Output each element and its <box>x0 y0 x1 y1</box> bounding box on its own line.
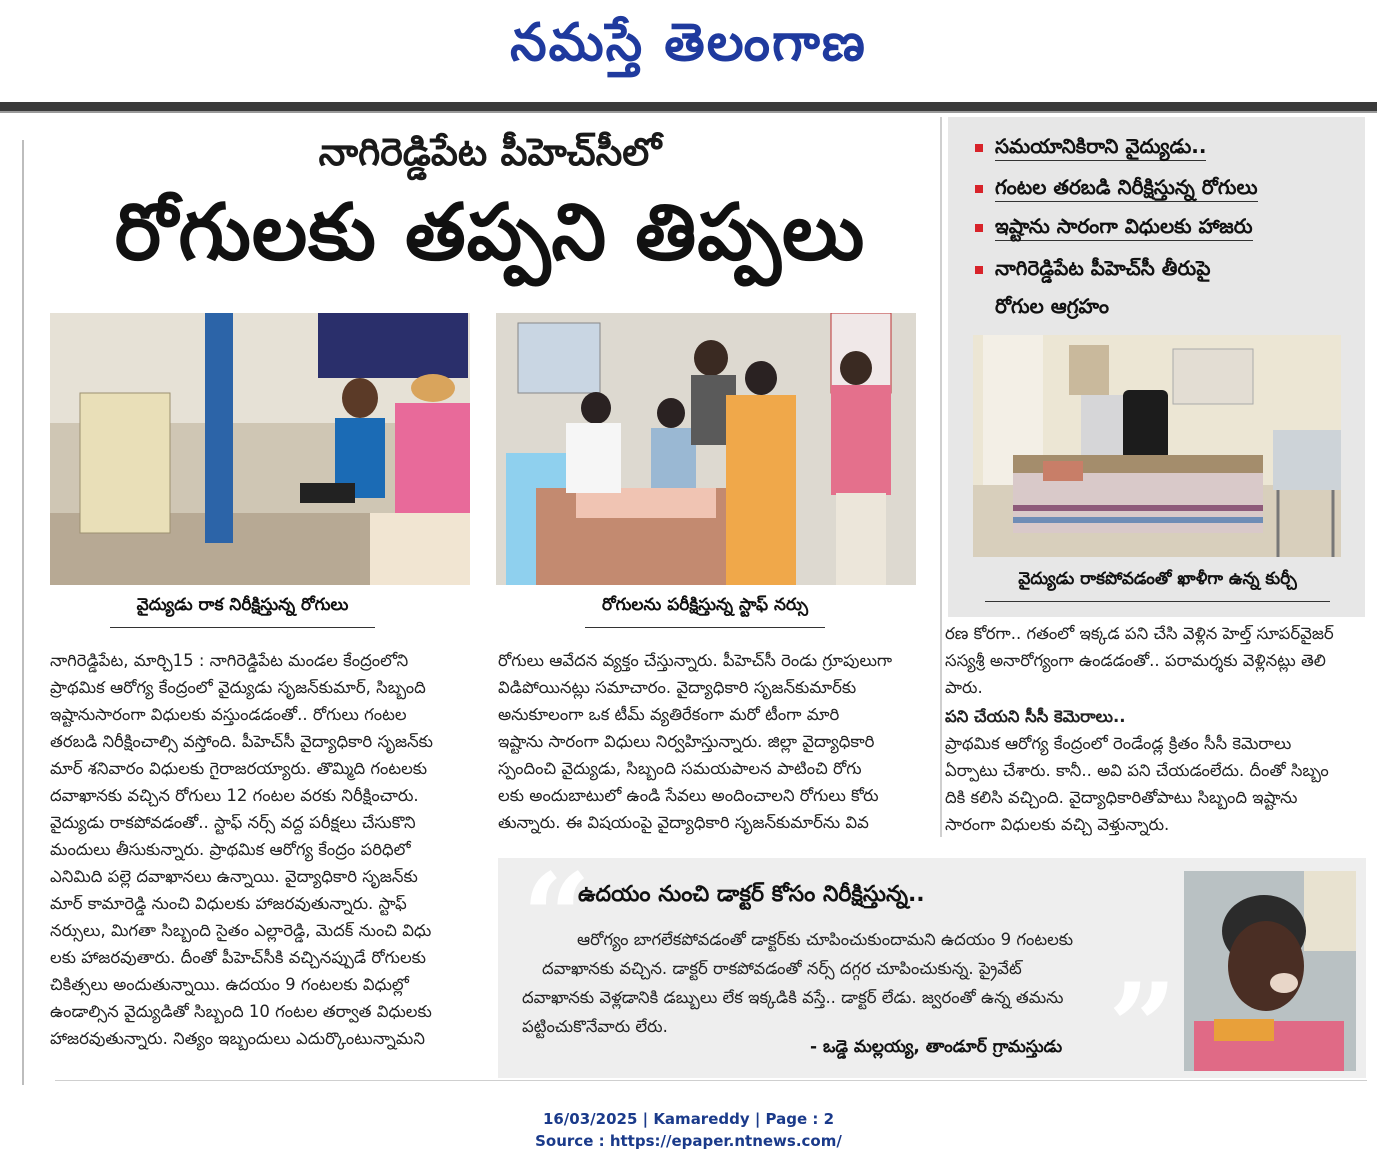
quote-line: దవాఖానకు వచ్చిన. డాక్టర్ రాకపోవడంతో నర్స్ దగ్గర చూపించుకున్న. ప్రైవేట్ <box>542 959 1022 978</box>
headline-kicker: నాగిరెడ్డిపేట పీహెచ్‌సీలో <box>318 130 662 174</box>
body-line: సస్యశ్రీ అనారోగ్యంగా ఉండడంతో.. పరామర్శకు వెళ్లినట్లు తెలి <box>945 651 1326 670</box>
body-line: చికిత్సలు అందుతున్నాయి. ఉదయం 9 గంటలకు విధుల్లో <box>50 975 409 994</box>
quote-line: ఆరోగ్యం బాగలేకపోవడంతో డాక్టర్‌కు చూపించుకుందామని ఉదయం 9 గంటలకు <box>577 930 1074 949</box>
body-line: దవాఖానకు వచ్చిన రోగులు 12 గంటల వరకు నిరీక్షించారు. <box>50 786 419 805</box>
body-line: తరబడి నిరీక్షించాల్సి వస్తోంది. పీహెచ్‌సీ వైద్యాధికారి సృజన్‌కు <box>50 732 433 751</box>
photo1-caption: వైద్యుడు రాక నిరీక్షిస్తున్న రోగులు <box>110 595 375 628</box>
quote-attribution: - ఒడ్డె మల్లయ్య, తాండూర్ గ్రామస్తుడు <box>810 1037 1063 1057</box>
body-line: స్పందించి వైద్యుడు, సిబ్బంది సమయపాలన పాటించి రోగు <box>498 759 862 778</box>
bullet-square-icon <box>975 185 983 193</box>
highlight-item: సమయానికిరాని వైద్యుడు.. <box>975 134 1206 163</box>
body-line: ఎనిమిది పల్లె దవాఖానలు ఉన్నాయి. వైద్యాధికారి సృజన్‌కు <box>50 867 418 886</box>
body-line: మందులు తీసుకున్నారు. ప్రాథమిక ఆరోగ్య కేంద్రం పరిధిలో <box>50 840 411 859</box>
bullet-square-icon <box>975 266 983 274</box>
body-line: ఇష్టానుసారంగా విధులకు వస్తుండడంతో.. రోగులు గంటల <box>50 705 407 724</box>
quote-text <box>522 925 1162 1041</box>
highlight-item: నాగిరెడ్డిపేట పీహెచ్‌సీ తీరుపై <box>975 256 1210 285</box>
highlight-item: గంటల తరబడి నిరీక్షిస్తున్న రోగులు <box>975 175 1258 204</box>
article-column-3 <box>945 620 1365 838</box>
body-line: ఏర్పాటు చేశారు. కానీ.. అవి పని చేయడంలేదు. దీంతో సిబ్బం <box>945 761 1329 780</box>
newspaper-logo: నమస్తే తెలంగాణ <box>510 12 867 73</box>
footer-dateline: 16/03/2025 | Kamareddy | Page : 2 <box>542 1110 835 1128</box>
villager-portrait-image <box>1184 871 1356 1071</box>
body-line: ఇష్టాను సారంగా విధులు నిర్వహిస్తున్నారు. జిల్లా వైద్యాధికారి <box>498 732 875 751</box>
body-line: తున్నారు. ఈ విషయంపై వైద్యాధికారి సృజన్‌కుమార్‌ను వివ <box>498 813 869 832</box>
bullet-square-icon <box>975 144 983 152</box>
body-line: లకు అందుబాటులో ఉండి సేవలు అందించాలని రోగులు కోరు <box>498 786 879 805</box>
footer-source: Source : https://epaper.ntnews.com/ <box>535 1132 842 1150</box>
body-line: వైద్యుడు రాకపోవడంతో.. స్టాఫ్ నర్స్ వద్ద పరీక్షలు చేసుకొని <box>50 813 416 832</box>
close-quote-icon: ” <box>1108 957 1178 1098</box>
body-line: ప్రాథమిక ఆరోగ్య కేంద్రంలో రెండేండ్ల క్రితం సీసీ కెమెరాలు <box>945 734 1292 753</box>
section-subhead: పని చేయని సీసీ కెమెరాలు.. <box>945 707 1126 726</box>
bullet-square-icon <box>975 224 983 232</box>
body-line: మార్ కామారెడ్డి నుంచి విధులకు హాజరవుతున్నారు. స్టాఫ్ <box>50 894 407 913</box>
headline: రోగులకు తప్పని తిప్పలు <box>114 188 866 278</box>
left-margin-rule <box>22 140 24 1085</box>
open-quote-icon: “ <box>522 847 592 988</box>
article-column-1 <box>50 647 472 1052</box>
quote-line: దవాఖానకు వెళ్లడానికి డబ్బులు లేక ఇక్కడికి వస్తే.. డాక్టర్ లేడు. జ్వరంతో ఉన్న తమను <box>522 988 1064 1007</box>
waiting-patients-image <box>50 313 470 585</box>
body-line: రోగులు ఆవేదన వ్యక్తం చేస్తున్నారు. పీహెచ్‌సీ రెండు గ్రూపులుగా <box>498 651 893 670</box>
body-line: హాజరవుతున్నారు. నిత్యం ఇబ్బందులు ఎదుర్కొంటున్నామని <box>50 1029 425 1048</box>
empty-chair-photo <box>973 335 1341 557</box>
masthead-rule-light <box>0 111 1377 113</box>
body-line: ఉండాల్సిన వైద్యుడితో సిబ్బంది 10 గంటల తర్వాత విధులకు <box>50 1002 432 1021</box>
body-line: మార్ శనివారం విధులకు గైరాజరయ్యారు. తొమ్మిది గంటలకు <box>50 759 428 778</box>
office-scene-image <box>973 335 1341 557</box>
villager-portrait <box>1184 871 1356 1071</box>
body-line: నాగిరెడ్డిపేట, మార్చి15 : నాగిరెడ్డిపేట మండల కేంద్రంలోని <box>50 651 409 670</box>
body-line: పారు. <box>945 678 983 697</box>
photo3-caption: వైద్యుడు రాకపోవడంతో ఖాళీగా ఉన్న కుర్చీ <box>985 569 1330 602</box>
sidebar-rule <box>940 117 942 837</box>
body-line: విడిపోయినట్లు సమాచారం. వైద్యాధికారి సృజన్‌కుమార్‌కు <box>498 678 857 697</box>
quote-line: పట్టించుకొనేవారు లేరు. <box>522 1017 668 1036</box>
body-line: దికి కలిసి వచ్చింది. వైద్యాధికారితోపాటు సిబ్బంది ఇష్టాను <box>945 788 1298 807</box>
highlight-item: ఇష్టాను సారంగా విధులకు హాజరు <box>975 214 1253 243</box>
waiting-patients-photo <box>50 313 470 585</box>
masthead <box>0 0 1377 100</box>
staff-nurse-image <box>496 313 916 585</box>
body-line: సారంగా విధులకు వచ్చి వెళ్తున్నారు. <box>945 815 1170 834</box>
photo2-caption: రోగులను పరీక్షిస్తున్న స్టాఫ్ నర్సు <box>585 595 825 628</box>
body-line: రణ కోరగా.. గతంలో ఇక్కడ పని చేసి వెళ్లిన హెల్త్ సూపర్‌వైజర్ <box>945 624 1334 643</box>
body-line: అనుకూలంగా ఒక టీమ్ వ్యతిరేకంగా మరో టీంగా మారి <box>498 705 840 724</box>
body-line: నర్సులు, మిగతా సిబ్బంది సైతం ఎల్లారెడ్డి, మెదక్ నుంచి విధు <box>50 921 432 940</box>
staff-nurse-photo <box>496 313 916 585</box>
body-line: ప్రాథమిక ఆరోగ్య కేంద్రంలో వైద్యుడు సృజన్‌కుమార్, సిబ్బంది <box>50 678 426 697</box>
article-column-2 <box>498 647 916 836</box>
quote-title: ఉదయం నుంచి డాక్టర్ కోసం నిరీక్షిస్తున్న.. <box>578 882 925 907</box>
masthead-rule <box>0 102 1377 111</box>
body-line: లకు హాజరవుతారు. దీంతో పీహెచ్‌సీకి వచ్చినప్పుడే రోగులకు <box>50 948 426 967</box>
highlight-item-continued: రోగుల ఆగ్రహం <box>995 294 1109 318</box>
